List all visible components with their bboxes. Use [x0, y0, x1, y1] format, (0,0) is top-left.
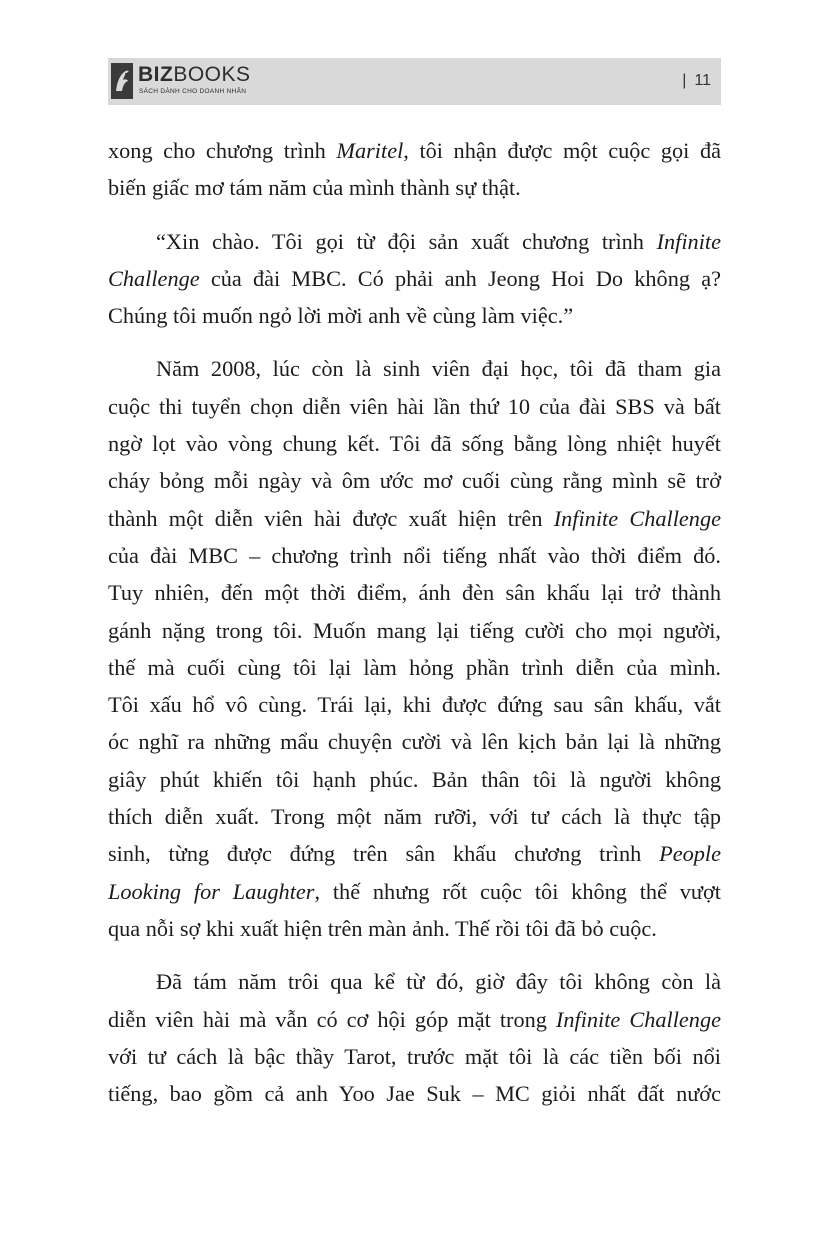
paragraph-3: [108, 350, 721, 947]
text-run: của đài MBC. Có phải anh Jeong Hoi Do không ạ?: [199, 265, 721, 291]
text-run: diễn viên hài mà vẫn có cơ hội góp mặt trong: [108, 1006, 556, 1032]
italic-title: Maritel: [336, 138, 404, 163]
page-separator: |: [682, 72, 687, 89]
text-line: của đài MBC – chương trình nổi tiếng nhất vào thời điểm đó.: [108, 542, 721, 568]
text-line: [108, 132, 721, 169]
italic-title: Looking for Laughter: [108, 878, 315, 904]
text-run: , thế nhưng rốt cuộc tôi không thể vượt: [314, 878, 721, 904]
italic-title: Infinite: [656, 228, 721, 254]
text-line: [108, 835, 721, 872]
brand-light: BOOKS: [173, 63, 251, 86]
text-line: biến giấc mơ tám năm của mình thành sự thật.: [108, 175, 521, 201]
brand-name: [138, 64, 251, 86]
text-line: gánh nặng trong tôi. Muốn mang lại tiếng cười cho mọi người,: [108, 617, 721, 643]
text-line: Chúng tôi muốn ngỏ lời mời anh về cùng làm việc.”: [108, 303, 574, 329]
text-line: [108, 260, 721, 297]
text-run: thành một diễn viên hài được xuất hiện trên: [108, 505, 554, 531]
text-run: xong cho chương trình: [108, 138, 337, 163]
text-run: “Xin chào. Tôi gọi từ đội sản xuất chương trình: [156, 228, 657, 254]
text-line: [108, 223, 721, 260]
body-text: [108, 132, 721, 1128]
text-line: [108, 873, 721, 910]
paragraph-1: [108, 132, 721, 207]
text-line: qua nỗi sợ khi xuất hiện trên màn ảnh. Thế rồi tôi đã bỏ cuộc.: [108, 915, 657, 941]
text-line: tiếng, bao gồm cả anh Yoo Jae Suk – MC giỏi nhất đất nước: [108, 1081, 721, 1107]
italic-title: Infinite Challenge: [555, 1006, 721, 1032]
text-run: sinh, từng được đứng trên sân khấu chương trình: [108, 841, 660, 867]
italic-title: Challenge: [108, 265, 200, 291]
text-line: Tuy nhiên, đến một thời điểm, ánh đèn sân khấu lại trở thành: [108, 580, 721, 606]
text-line: [108, 1001, 721, 1038]
page-number-block: [682, 72, 711, 90]
text-line: giây phút khiến tôi hạnh phúc. Bản thân tôi là người không: [108, 766, 721, 792]
text-line: cháy bỏng mỗi ngày và ôm ước mơ cuối cùng rằng mình sẽ trở: [108, 468, 721, 494]
text-line: thích diễn xuất. Trong một năm rưỡi, với tư cách là thực tập: [108, 804, 721, 830]
paragraph-2: [108, 223, 721, 335]
text-line: Năm 2008, lúc còn là sinh viên đại học, tôi đã tham gia: [156, 356, 721, 382]
bizbooks-logo-icon: [111, 63, 133, 99]
italic-title: People: [659, 841, 721, 867]
brand-bold: BIZ: [138, 63, 174, 86]
text-line: ngờ lọt vào vòng chung kết. Tôi đã sống bằng lòng nhiệt huyết: [108, 431, 721, 457]
brand-tagline: SÁCH DÀNH CHO DOANH NHÂN: [139, 88, 247, 95]
italic-title: Infinite Challenge: [553, 505, 721, 531]
page-number: 11: [694, 72, 711, 89]
text-line: với tư cách là bậc thầy Tarot, trước mặt tôi là các tiền bối nổi: [108, 1043, 721, 1069]
text-line: thế mà cuối cùng tôi lại làm hỏng phần trình diễn của mình.: [108, 654, 721, 680]
text-line: Đã tám năm trôi qua kể từ đó, giờ đây tôi không còn là: [156, 969, 721, 995]
page-header: [108, 58, 721, 105]
text-run: , tôi nhận được một cuộc gọi đã: [403, 138, 721, 163]
text-line: cuộc thi tuyển chọn diễn viên hài lần thứ 10 của đài SBS và bất: [108, 393, 721, 419]
text-line: Tôi xấu hổ vô cùng. Trái lại, khi được đứng sau sân khấu, vắt: [108, 692, 721, 718]
text-line: [108, 500, 721, 537]
text-line: óc nghĩ ra những mẩu chuyện cười và lên kịch bản lại là những: [108, 729, 721, 755]
paragraph-4: [108, 963, 721, 1112]
